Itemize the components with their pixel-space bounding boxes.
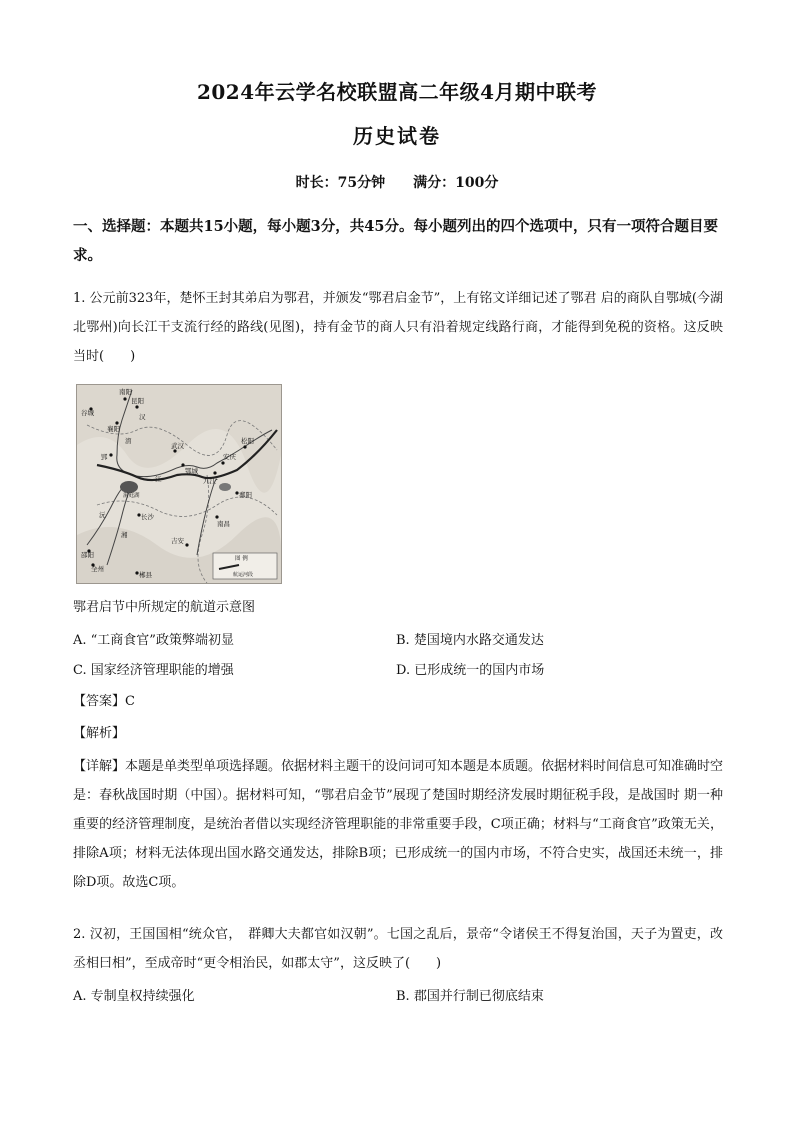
route-map-svg bbox=[77, 385, 281, 583]
map-label-quanzhou: 全州 bbox=[91, 565, 104, 573]
q1-analysis-label: 【解析】 bbox=[73, 726, 126, 741]
map-label-songyang: 松阳 bbox=[241, 437, 254, 445]
q1-option-c: C. 国家经济管理职能的增强 bbox=[73, 663, 234, 678]
map-label-river-xiang: 湘 bbox=[121, 531, 128, 539]
map-label-river-han: 汉 bbox=[139, 413, 146, 421]
map-label-jiujiang: 九江 bbox=[203, 477, 216, 485]
map-label-echeng: 鄂城 bbox=[185, 467, 198, 475]
map-label-changsha: 长沙 bbox=[141, 513, 154, 521]
question-1-stem: 1. 公元前323年，楚怀王封其弟启为鄂君，并颁发“鄂君启金节”，上有铭文详细记述了鄂君 启的商队自鄂城(今湖北鄂州)向长江干支流行经的路线(见图)，持有金节的商人只有沿着规定线路行商，才能得到免税的资格。这反映当时( ) bbox=[73, 291, 723, 364]
map-label-dongtinghu: 洞庭湖 bbox=[123, 493, 140, 499]
q2-option-b: B. 郡国并行制已彻底结束 bbox=[396, 989, 544, 1004]
map-label-xiangyang: 襄阳 bbox=[107, 425, 120, 433]
exam-meta bbox=[0, 172, 794, 192]
map-label-anqing: 安庆 bbox=[223, 453, 236, 461]
map-label-kunyang: 昆阳 bbox=[131, 397, 144, 405]
map-label-river-yu: 淯 bbox=[125, 437, 132, 445]
map-label-river-jiang: 江 bbox=[155, 475, 162, 483]
map-caption: 鄂君启节中所规定的航道示意图 bbox=[73, 600, 256, 615]
question-2-stem: 2. 汉初，王国国相“统众官， 群卿大夫都官如汉朝”。七国之乱后，景帝“令诸侯王不得复治国，天子为置吏，改丞相曰相”，至成帝时“更令相治民，如郡太守”，这反映了( ) bbox=[73, 927, 723, 971]
q2-option-a: A. 专制皇权持续强化 bbox=[73, 989, 195, 1004]
section-heading: 一、选择题：本题共15小题，每小题3分，共45分。每小题列出的四个选项中，只有一项符合题目要求。 bbox=[73, 218, 718, 264]
map-label-ying: 郢 bbox=[101, 453, 108, 461]
route-map-figure bbox=[76, 384, 282, 584]
map-label-river-yuan: 沅 bbox=[99, 511, 106, 519]
q1-analysis-detail: 【详解】本题是单类型单项选择题。依据材料主题干的设问词可知本题是本质题。依据材料时间信息可知准确时空是：春秋战国时期（中国）。据材料可知，“鄂君启金节”展现了楚国时期经济发展时期征税手段，是战国时 期一种重要的经济管理制度，是统治者借以实现经济管理职能的非常重要手段，C项正确；材料与“工商食官”政策无关，排除A项；材料无法体现出国水路交通发达，排除B项；已形成统一的国内市场，不符合史实，战国还未统一，排除D项。故选C项。 bbox=[73, 759, 724, 890]
map-legend-title: 图 例 bbox=[235, 556, 248, 562]
map-legend-route-label: 航运河段 bbox=[233, 572, 254, 578]
map-label-poyang: 鄱阳 bbox=[239, 491, 252, 499]
map-label-gucheng: 谷城 bbox=[81, 409, 94, 417]
dongting-lake bbox=[120, 481, 138, 493]
map-label-wuhan: 武汉 bbox=[171, 442, 184, 450]
map-label-nanchang: 南昌 bbox=[217, 520, 230, 528]
q1-answer: 【答案】C bbox=[73, 694, 135, 709]
duration-text: 时长：75分钟 bbox=[295, 175, 386, 191]
q1-option-a: A. “工商食官”政策弊端初显 bbox=[73, 633, 234, 648]
map-label-ji-an: 吉安 bbox=[171, 537, 184, 545]
exam-title: 2024年云学名校联盟高二年级4月期中联考 bbox=[196, 80, 598, 104]
map-label-nanyang: 南阳 bbox=[119, 388, 132, 396]
q1-option-b: B. 楚国境内水路交通发达 bbox=[396, 633, 544, 648]
map-label-chenxian: 郴县 bbox=[139, 571, 152, 579]
score-text: 满分：100分 bbox=[413, 175, 499, 191]
q1-option-d: D. 已形成统一的国内市场 bbox=[396, 663, 545, 678]
poyang-lake bbox=[219, 483, 231, 491]
map-label-shaoyang: 邵阳 bbox=[81, 551, 94, 559]
subject-title: 历史试卷 bbox=[353, 124, 441, 148]
